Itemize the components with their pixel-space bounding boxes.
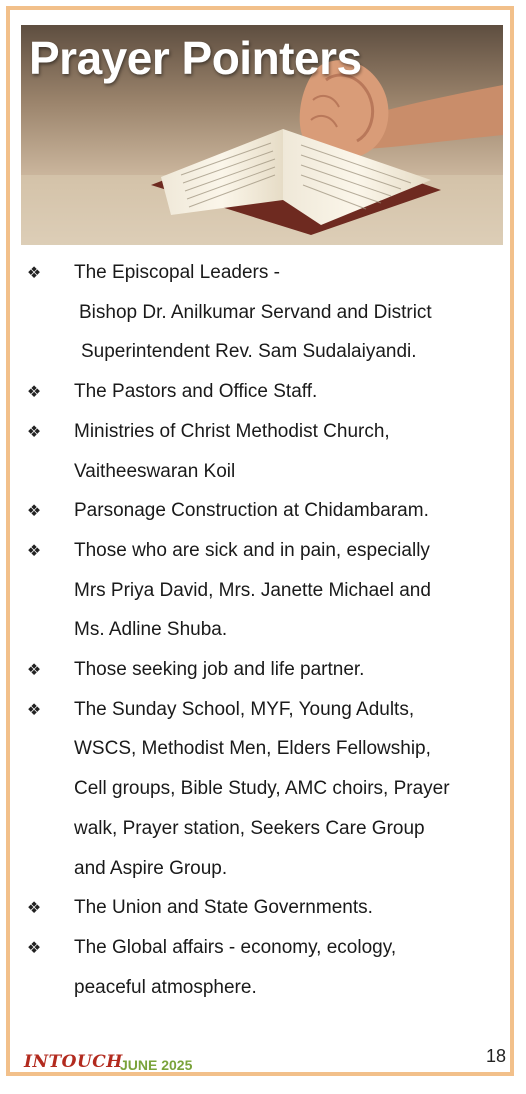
list-item: [0, 690, 526, 889]
item-line: Vaitheeswaran Koil: [74, 460, 236, 482]
list-item: [0, 650, 526, 690]
diamond-bullet-icon: ❖: [26, 937, 42, 957]
list-item: [0, 372, 526, 412]
list-item: [0, 412, 526, 491]
list-item: [0, 531, 526, 650]
issue-date: JUNE 2025: [120, 1057, 193, 1073]
item-line: Ministries of Christ Methodist Church,: [74, 420, 390, 442]
diamond-bullet-icon: ❖: [26, 660, 42, 680]
diamond-bullet-icon: ❖: [26, 898, 42, 918]
item-line: Ms. Adline Shuba.: [74, 619, 228, 641]
item-line: Bishop Dr. Anilkumar Servand and District: [79, 301, 432, 323]
item-line: The Pastors and Office Staff.: [74, 381, 318, 403]
item-line: Cell groups, Bible Study, AMC choirs, Prayer: [74, 778, 450, 800]
item-line: Those seeking job and life partner.: [74, 659, 365, 681]
item-line: Mrs Priya David, Mrs. Janette Michael and: [74, 579, 431, 601]
magazine-logo: INTOUCH: [24, 1052, 123, 1072]
item-line: The Union and State Governments.: [74, 897, 373, 919]
item-line: The Sunday School, MYF, Young Adults,: [74, 698, 415, 720]
header-photo: [21, 25, 503, 245]
item-line: Superintendent Rev. Sam Sudalaiyandi.: [81, 341, 417, 363]
item-line: The Episcopal Leaders -: [74, 262, 280, 283]
page-title: Prayer Pointers: [29, 32, 362, 84]
list-item: [0, 888, 526, 928]
item-line: The Global affairs - economy, ecology,: [74, 936, 397, 958]
diamond-bullet-icon: ❖: [26, 421, 42, 441]
list-item: [0, 491, 526, 531]
diamond-bullet-icon: ❖: [26, 501, 42, 521]
item-line: peaceful atmosphere.: [74, 976, 257, 998]
list-item: [0, 928, 526, 1007]
item-line: walk, Prayer station, Seekers Care Group: [74, 817, 425, 839]
diamond-bullet-icon: ❖: [26, 263, 42, 282]
item-line: and Aspire Group.: [74, 857, 228, 879]
item-line: Those who are sick and in pain, especially: [74, 539, 430, 561]
prayer-list: [0, 253, 526, 1007]
diamond-bullet-icon: ❖: [26, 540, 42, 560]
list-item: [0, 253, 526, 372]
diamond-bullet-icon: ❖: [26, 699, 42, 719]
diamond-bullet-icon: ❖: [26, 382, 42, 402]
page-number: 18: [486, 1046, 507, 1066]
item-line: WSCS, Methodist Men, Elders Fellowship,: [74, 738, 431, 760]
item-line: Parsonage Construction at Chidambaram.: [74, 500, 429, 522]
